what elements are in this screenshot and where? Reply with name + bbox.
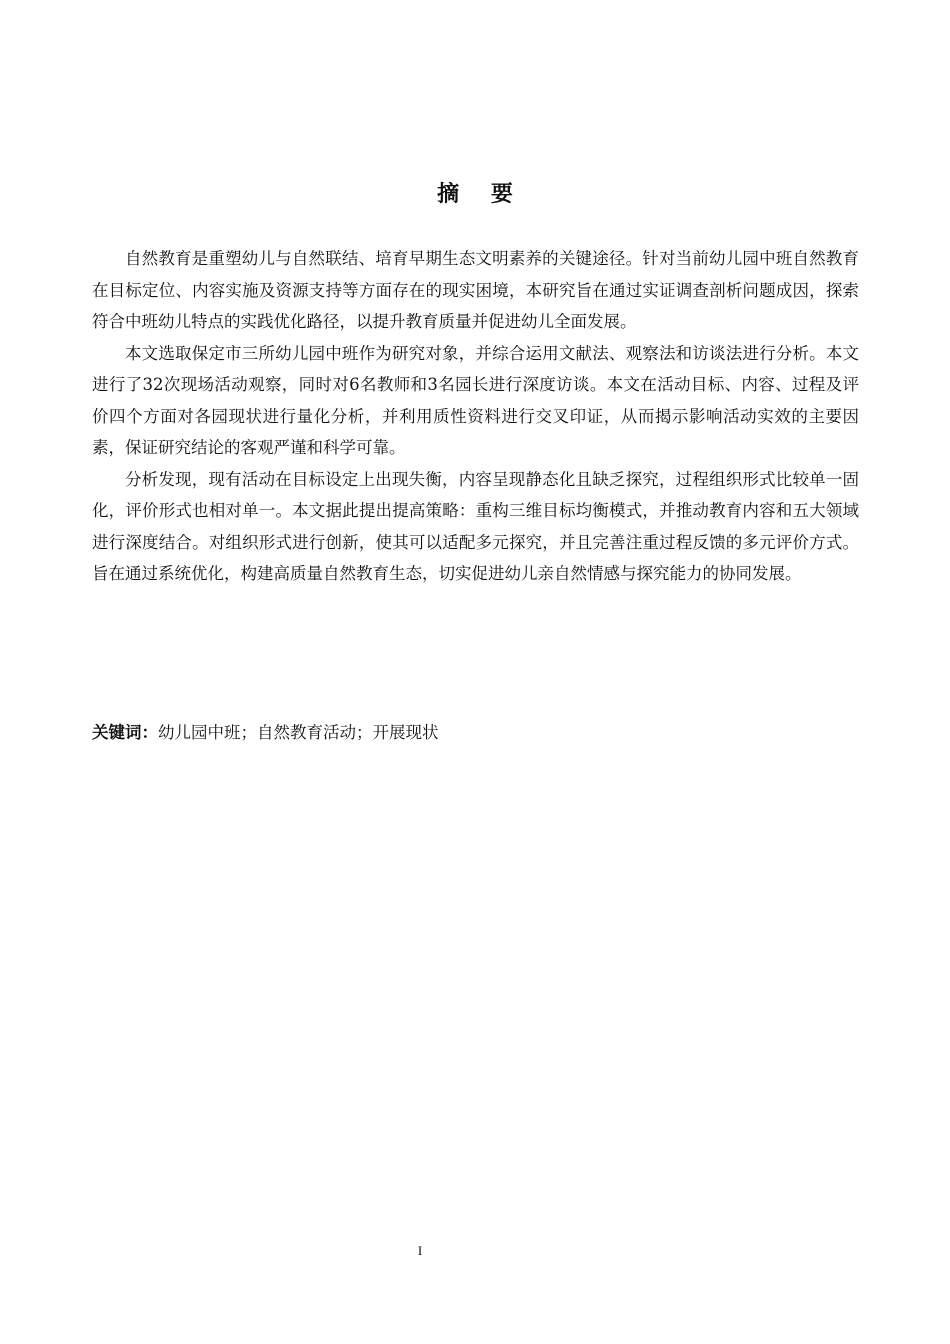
page-number: I [417, 1243, 423, 1258]
keywords-text: 幼儿园中班；自然教育活动；开展现状 [158, 723, 439, 742]
abstract-title: 摘 要 [437, 182, 525, 207]
abstract-paragraph-1: 自然教育是重塑幼儿与自然联结、培育早期生态文明素养的关键途径。针对当前幼儿园中班自然教育在目标定位、内容实施及资源支持等方面存在的现实困境，本研究旨在通过实证调查剖析问题成因，探索符合中班幼儿特点的实践优化路径，以提升教育质量并促进幼儿全面发展。 [92, 249, 859, 331]
keywords-label: 关键词： [92, 723, 158, 742]
keywords-line [92, 718, 859, 748]
abstract-paragraph-2: 本文选取保定市三所幼儿园中班作为研究对象，并综合运用文献法、观察法和访谈法进行分析。本文进行了32次现场活动观察，同时对6名教师和3名园长进行深度访谈。本文在活动目标、内容、过程及评价四个方面对各园现状进行量化分析，并利用质性资料进行交叉印证，从而揭示影响活动实效的主要因素，保证研究结论的客观严谨和科学可靠。 [92, 343, 859, 457]
abstract-body [92, 243, 859, 590]
abstract-paragraph-3: 分析发现，现有活动在目标设定上出现失衡，内容呈现静态化且缺乏探究，过程组织形式比较单一固化，评价形式也相对单一。本文据此提出提高策略：重构三维目标均衡模式，并推动教育内容和五大领域进行深度结合。对组织形式进行创新，使其可以适配多元探究，并且完善注重过程反馈的多元评价方式。旨在通过系统优化，构建高质量自然教育生态，切实促进幼儿亲自然情感与探究能力的协同发展。 [92, 469, 859, 583]
